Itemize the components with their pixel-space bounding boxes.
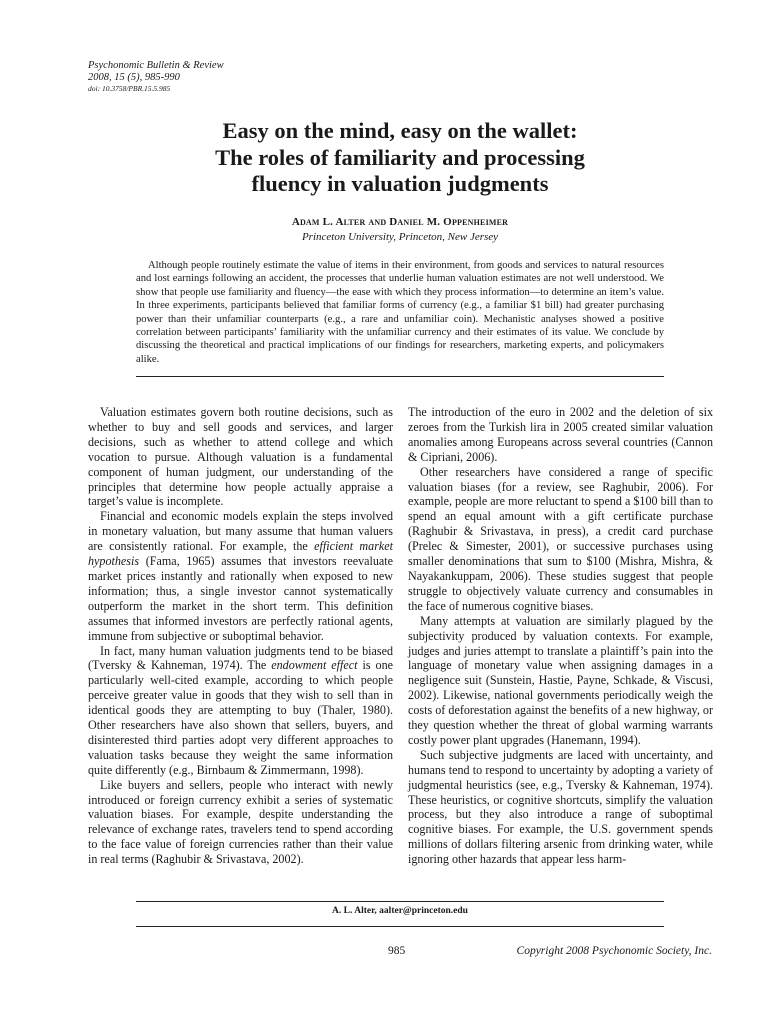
abstract: Although people routinely estimate the value of items in their environment, from goods and services to natural resources and lost earnings following an accident, the processes that underlie human valuation estimates are not well understood. We show that people use familiarity and fluency—the ease with which they process information—to determine an item’s value. In three experiments, participants believed that familiar forms of currency (e.g., a familiar $1 bill) had greater purchasing power than their unfamiliar counterparts (e.g., a rare and unfamiliar coin). Mechanistic analyses showed a positive correlation between participants’ familiarity with the unfamiliar currency and their estimates of its value. We conclude by discussing the theoretical and practical implications of our findings for researchers, marketing experts, and policymakers alike. bbox=[136, 260, 664, 365]
paragraph: Other researchers have considered a range of specific valuation biases (for a review, see Raghubir, 2006). For example, people are more reluctant to spend a $100 bill than to spend an equal amount with a gift certificate purchase (Raghubir & Srivastava, in press), a credit card purchase (Prelec & Simester, 2001), or successive purchases using smaller denominations that sum to $100 (Mishra, Mishra, & Nayakankuppam, 2006). These studies suggest that people struggle to objectively valuate currency and consumables in the face of numerous cognitive biases. bbox=[408, 464, 713, 613]
paper-title bbox=[100, 118, 700, 198]
abstract-divider bbox=[136, 376, 664, 377]
journal-header bbox=[88, 60, 224, 93]
copyright-notice: Copyright 2008 Psychonomic Society, Inc. bbox=[516, 945, 712, 957]
emphasis-term: endowment effect bbox=[271, 658, 358, 673]
paragraph: Valuation estimates govern both routine decisions, such as whether to buy and sell goods and services, and larger decisions, such as whether to attend college and which vocation to pursue. Although valuation is a fundamental component of human judgment, our understanding of the principles that determine how people actually appraise a target’s value is incomplete. bbox=[88, 405, 393, 509]
title-line-3: fluency in valuation judgments bbox=[251, 171, 549, 196]
paragraph: Such subjective judgments are laced with uncertainty, and humans tend to respond to uncertainty by adopting a variety of judgmental heuristics (see, e.g., Tversky & Kahneman, 1974). These heuristics, or cognitive shortcuts, simplify the valuation process, but they also introduce a range of suboptimal cognitive biases. For example, the U.S. government spends millions of dollars filtering arsenic from drinking water, while ignoring other hazards that appear less harm- bbox=[408, 747, 713, 867]
title-line-1: Easy on the mind, easy on the wallet: bbox=[222, 118, 578, 143]
emphasis-term: efficient market hypothesis bbox=[88, 539, 394, 569]
title-line-2: The roles of familiarity and processing bbox=[215, 144, 585, 170]
journal-name: Psychonomic Bulletin & Review bbox=[88, 60, 224, 71]
paragraph: The introduction of the euro in 2002 and the deletion of six zeroes from the Turkish lira in 2005 created similar valuation anomalies among Europeans across several countries (Cannon & Cipriani, 2006). bbox=[408, 405, 713, 464]
contact-email: A. L. Alter, aalter@princeton.edu bbox=[332, 906, 468, 916]
paragraph: Many attempts at valuation are similarly plagued by the subjectivity produced by valuation contexts. For example, judges and juries attempt to translate a plaintiff’s pain into the language of monetary value when assigning damages in a negligence suit (Sunstein, Hastie, Payne, Schkade, & Viscusi, 2002). Likewise, national governments periodically weigh the costs of deforestation against the benefits of a new highway, or they question whether the threat of global warming warrants costly power plant upgrades (Hanemann, 1994). bbox=[408, 613, 713, 747]
journal-doi: doi: 10.3758/PBR.15.5.985 bbox=[88, 84, 171, 93]
page-number: 985 bbox=[388, 945, 406, 957]
footer-divider-bottom bbox=[136, 926, 664, 927]
body-column-right bbox=[408, 405, 713, 867]
journal-volume: 2008, 15 (5), 985-990 bbox=[88, 72, 180, 83]
author-list: Adam L. Alter and Daniel M. Oppenheimer bbox=[291, 216, 509, 228]
body-column-left bbox=[88, 405, 393, 867]
paragraph: Like buyers and sellers, people who interact with newly introduced or foreign currency exhibit a series of systematic valuation biases. For example, despite understanding the relevance of exchange rates, travelers tend to spend according to the face value of foreign currencies rather than their value in real terms (Raghubir & Srivastava, 2002). bbox=[88, 777, 393, 867]
footer-divider bbox=[136, 901, 664, 902]
paragraph: In fact, many human valuation judgments tend to be biased (Tversky & Kahneman, 1974). The endowment effect is one particularly well-cited example, according to which people perceive greater value in goods that they wish to sell than in identical goods they are attempting to buy (Thaler, 1980). Other researchers have also shown that sellers, buyers, and disinterested third parties adopt very different approaches to valuation tasks because they weight the same information quite differently (e.g., Birnbaum & Zimmermann, 1998). bbox=[88, 643, 394, 777]
paragraph: Financial and economic models explain the steps involved in monetary valuation, but many assume that human valuers are consistently rational. For example, the efficient market hypothesis (Fama, 1965) assumes that investors reevaluate market prices instantly and rationally when exposed to new information; thus, a single investor cannot systematically outperform the market in the short term. This definition assumes that informed investors are perfectly rational agents, immune from subjective or suboptimal behavior. bbox=[88, 509, 394, 643]
affiliation: Princeton University, Princeton, New Jersey bbox=[301, 231, 499, 243]
